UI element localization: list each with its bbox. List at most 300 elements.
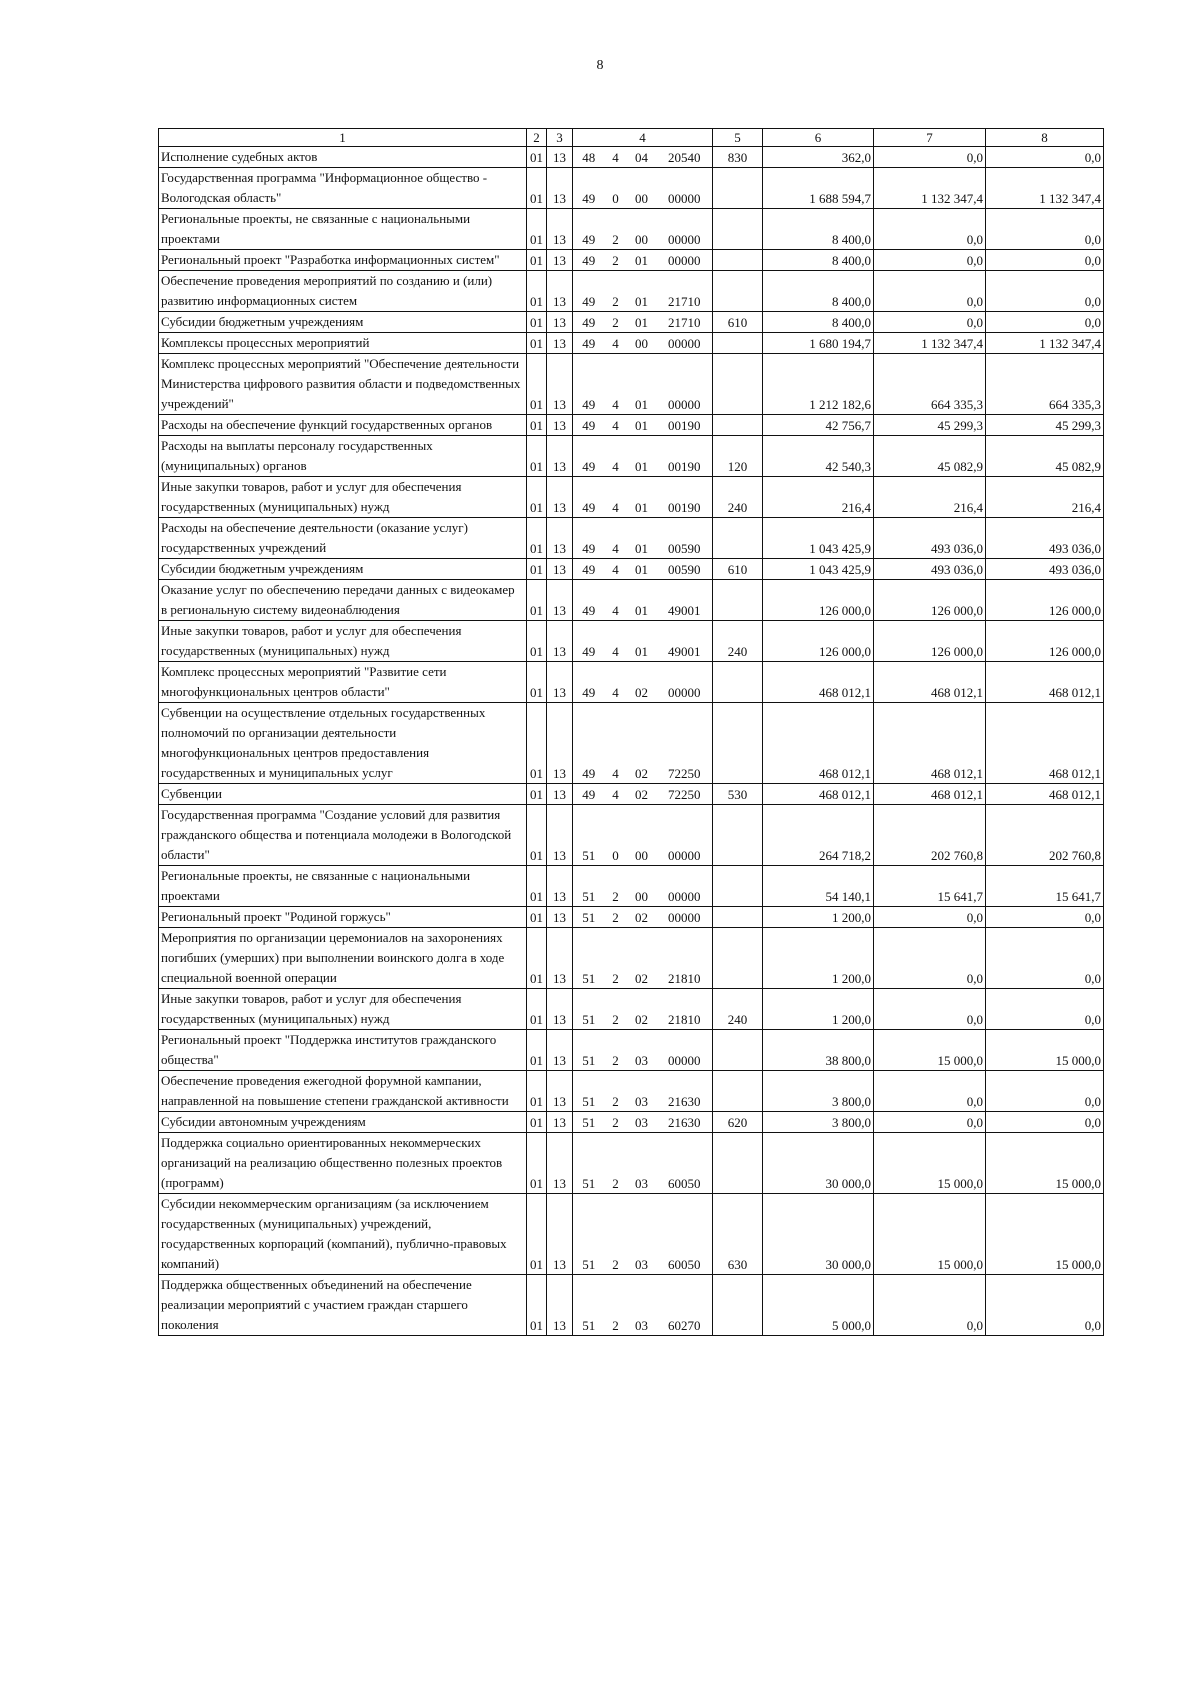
row-col3-cell: 13 <box>547 559 573 580</box>
row-col4c-cell: 01 <box>627 559 657 580</box>
row-col4c-cell: 02 <box>627 662 657 703</box>
table-row <box>159 1030 1104 1071</box>
row-col4d-cell: 21630 <box>657 1071 713 1112</box>
row-col7-cell: 1 132 347,4 <box>874 333 986 354</box>
row-col4d-cell: 00000 <box>657 805 713 866</box>
row-col7-cell: 15 641,7 <box>874 866 986 907</box>
row-col8-cell: 468 012,1 <box>986 662 1104 703</box>
row-col8-cell: 1 132 347,4 <box>986 333 1104 354</box>
row-col6-cell: 264 718,2 <box>763 805 874 866</box>
row-col4b-cell: 4 <box>605 621 627 662</box>
row-col8-cell: 15 000,0 <box>986 1030 1104 1071</box>
row-col4b-cell: 0 <box>605 168 627 209</box>
row-col6-cell: 216,4 <box>763 477 874 518</box>
row-col2-cell: 01 <box>527 1194 547 1275</box>
row-col8-cell: 0,0 <box>986 312 1104 333</box>
table-row <box>159 907 1104 928</box>
row-col6-cell: 126 000,0 <box>763 580 874 621</box>
row-col3-cell: 13 <box>547 805 573 866</box>
row-col7-cell: 15 000,0 <box>874 1133 986 1194</box>
row-col2-cell: 01 <box>527 866 547 907</box>
row-col4a-cell: 51 <box>573 1275 605 1336</box>
row-col7-cell: 216,4 <box>874 477 986 518</box>
row-name-cell: Субсидии автономным учреждениям <box>159 1112 527 1133</box>
row-col3-cell: 13 <box>547 333 573 354</box>
row-col4d-cell: 60050 <box>657 1133 713 1194</box>
header-col-1: 1 <box>159 129 527 147</box>
row-col4d-cell: 00190 <box>657 436 713 477</box>
row-name-cell: Расходы на выплаты персоналу государственных (муниципальных) органов <box>159 436 527 477</box>
row-col4d-cell: 72250 <box>657 703 713 784</box>
row-col8-cell: 468 012,1 <box>986 784 1104 805</box>
row-col3-cell: 13 <box>547 662 573 703</box>
row-col4d-cell: 21810 <box>657 928 713 989</box>
row-col4a-cell: 48 <box>573 147 605 168</box>
row-col4a-cell: 51 <box>573 1071 605 1112</box>
row-col4d-cell: 60050 <box>657 1194 713 1275</box>
row-col8-cell: 664 335,3 <box>986 354 1104 415</box>
row-col8-cell: 45 082,9 <box>986 436 1104 477</box>
row-col2-cell: 01 <box>527 436 547 477</box>
row-col4b-cell: 0 <box>605 805 627 866</box>
row-col5-cell: 610 <box>713 312 763 333</box>
row-col4c-cell: 04 <box>627 147 657 168</box>
row-col3-cell: 13 <box>547 518 573 559</box>
row-col2-cell: 01 <box>527 621 547 662</box>
row-col6-cell: 468 012,1 <box>763 662 874 703</box>
row-col2-cell: 01 <box>527 907 547 928</box>
row-col4d-cell: 21710 <box>657 271 713 312</box>
row-col7-cell: 0,0 <box>874 1275 986 1336</box>
row-col4b-cell: 2 <box>605 907 627 928</box>
row-name-cell: Иные закупки товаров, работ и услуг для обеспечения государственных (муниципальных) нужд <box>159 989 527 1030</box>
row-col4c-cell: 01 <box>627 477 657 518</box>
row-col4a-cell: 49 <box>573 477 605 518</box>
row-col5-cell: 240 <box>713 989 763 1030</box>
row-name-cell: Иные закупки товаров, работ и услуг для обеспечения государственных (муниципальных) нужд <box>159 621 527 662</box>
row-col6-cell: 126 000,0 <box>763 621 874 662</box>
row-col4b-cell: 4 <box>605 662 627 703</box>
row-col5-cell <box>713 928 763 989</box>
row-col4d-cell: 21810 <box>657 989 713 1030</box>
header-col-7: 7 <box>874 129 986 147</box>
row-name-cell: Иные закупки товаров, работ и услуг для обеспечения государственных (муниципальных) нужд <box>159 477 527 518</box>
row-col4c-cell: 00 <box>627 168 657 209</box>
row-name-cell: Субвенции на осуществление отдельных государственных полномочий по организации деятельности многофункциональных центров предоставления государственных и муниципальных услуг <box>159 703 527 784</box>
row-col3-cell: 13 <box>547 989 573 1030</box>
table-row <box>159 147 1104 168</box>
row-col4b-cell: 2 <box>605 1275 627 1336</box>
row-name-cell: Расходы на обеспечение деятельности (оказание услуг) государственных учреждений <box>159 518 527 559</box>
row-col5-cell <box>713 907 763 928</box>
row-col7-cell: 493 036,0 <box>874 559 986 580</box>
row-col4b-cell: 2 <box>605 312 627 333</box>
row-col4c-cell: 02 <box>627 907 657 928</box>
row-col4c-cell: 02 <box>627 989 657 1030</box>
row-col8-cell: 202 760,8 <box>986 805 1104 866</box>
row-col4a-cell: 49 <box>573 559 605 580</box>
table-row <box>159 866 1104 907</box>
table-row <box>159 436 1104 477</box>
row-col4a-cell: 49 <box>573 518 605 559</box>
row-col8-cell: 0,0 <box>986 928 1104 989</box>
header-col-2: 2 <box>527 129 547 147</box>
row-col7-cell: 0,0 <box>874 928 986 989</box>
row-col6-cell: 3 800,0 <box>763 1071 874 1112</box>
row-col3-cell: 13 <box>547 784 573 805</box>
row-col2-cell: 01 <box>527 784 547 805</box>
row-col4c-cell: 01 <box>627 580 657 621</box>
row-col8-cell: 15 000,0 <box>986 1194 1104 1275</box>
row-col4b-cell: 4 <box>605 436 627 477</box>
row-col3-cell: 13 <box>547 1133 573 1194</box>
row-col4d-cell: 00590 <box>657 559 713 580</box>
row-col6-cell: 30 000,0 <box>763 1133 874 1194</box>
row-col4a-cell: 49 <box>573 784 605 805</box>
row-col2-cell: 01 <box>527 703 547 784</box>
table-header-row <box>159 129 1104 147</box>
row-col2-cell: 01 <box>527 147 547 168</box>
row-col4c-cell: 03 <box>627 1030 657 1071</box>
row-col4b-cell: 2 <box>605 1194 627 1275</box>
row-col8-cell: 0,0 <box>986 1071 1104 1112</box>
row-col2-cell: 01 <box>527 1275 547 1336</box>
row-col4a-cell: 51 <box>573 1133 605 1194</box>
row-name-cell: Региональный проект "Разработка информационных систем" <box>159 250 527 271</box>
table-row <box>159 559 1104 580</box>
row-col4d-cell: 00000 <box>657 662 713 703</box>
table-row <box>159 928 1104 989</box>
row-col3-cell: 13 <box>547 250 573 271</box>
row-col5-cell <box>713 415 763 436</box>
row-col4a-cell: 51 <box>573 907 605 928</box>
row-col4b-cell: 2 <box>605 271 627 312</box>
row-name-cell: Государственная программа "Информационное общество - Вологодская область" <box>159 168 527 209</box>
row-col3-cell: 13 <box>547 1194 573 1275</box>
table-row <box>159 250 1104 271</box>
row-col7-cell: 1 132 347,4 <box>874 168 986 209</box>
row-col4b-cell: 4 <box>605 559 627 580</box>
row-col4c-cell: 01 <box>627 518 657 559</box>
row-col6-cell: 30 000,0 <box>763 1194 874 1275</box>
row-col4b-cell: 4 <box>605 703 627 784</box>
row-col4a-cell: 51 <box>573 1112 605 1133</box>
row-name-cell: Комплексы процессных мероприятий <box>159 333 527 354</box>
row-col4b-cell: 4 <box>605 784 627 805</box>
row-col3-cell: 13 <box>547 621 573 662</box>
row-name-cell: Региональный проект "Поддержка институтов гражданского общества" <box>159 1030 527 1071</box>
row-col4c-cell: 01 <box>627 312 657 333</box>
row-col5-cell: 620 <box>713 1112 763 1133</box>
row-col5-cell <box>713 1071 763 1112</box>
row-col7-cell: 0,0 <box>874 209 986 250</box>
row-col7-cell: 0,0 <box>874 147 986 168</box>
row-col5-cell <box>713 354 763 415</box>
row-name-cell: Обеспечение проведения мероприятий по созданию и (или) развитию информационных систем <box>159 271 527 312</box>
table-row <box>159 989 1104 1030</box>
row-name-cell: Обеспечение проведения ежегодной форумной кампании, направленной на повышение степени гражданской активности <box>159 1071 527 1112</box>
row-col4c-cell: 02 <box>627 703 657 784</box>
row-col3-cell: 13 <box>547 271 573 312</box>
row-name-cell: Региональные проекты, не связанные с национальными проектами <box>159 866 527 907</box>
row-col5-cell: 240 <box>713 621 763 662</box>
table-row <box>159 1133 1104 1194</box>
table-row <box>159 518 1104 559</box>
row-col2-cell: 01 <box>527 209 547 250</box>
row-col3-cell: 13 <box>547 147 573 168</box>
row-col5-cell <box>713 703 763 784</box>
row-col7-cell: 45 082,9 <box>874 436 986 477</box>
table-body <box>159 147 1104 1336</box>
row-col8-cell: 45 299,3 <box>986 415 1104 436</box>
row-col4a-cell: 49 <box>573 312 605 333</box>
table-row <box>159 703 1104 784</box>
row-col2-cell: 01 <box>527 250 547 271</box>
row-col4b-cell: 2 <box>605 209 627 250</box>
row-col4d-cell: 21710 <box>657 312 713 333</box>
row-col5-cell: 630 <box>713 1194 763 1275</box>
row-col6-cell: 42 540,3 <box>763 436 874 477</box>
row-col5-cell: 610 <box>713 559 763 580</box>
row-col2-cell: 01 <box>527 805 547 866</box>
row-col3-cell: 13 <box>547 703 573 784</box>
row-col4b-cell: 4 <box>605 333 627 354</box>
row-col4a-cell: 51 <box>573 866 605 907</box>
row-col4d-cell: 21630 <box>657 1112 713 1133</box>
row-col4b-cell: 2 <box>605 928 627 989</box>
row-col4d-cell: 49001 <box>657 621 713 662</box>
row-col4d-cell: 72250 <box>657 784 713 805</box>
row-col6-cell: 468 012,1 <box>763 703 874 784</box>
row-col4a-cell: 51 <box>573 928 605 989</box>
row-col6-cell: 8 400,0 <box>763 209 874 250</box>
row-col5-cell <box>713 209 763 250</box>
row-col5-cell <box>713 1275 763 1336</box>
row-col4b-cell: 4 <box>605 415 627 436</box>
row-col8-cell: 0,0 <box>986 1112 1104 1133</box>
row-col2-cell: 01 <box>527 271 547 312</box>
row-col5-cell: 240 <box>713 477 763 518</box>
row-col6-cell: 5 000,0 <box>763 1275 874 1336</box>
row-col4c-cell: 00 <box>627 805 657 866</box>
row-col6-cell: 42 756,7 <box>763 415 874 436</box>
row-col3-cell: 13 <box>547 928 573 989</box>
row-col8-cell: 0,0 <box>986 1275 1104 1336</box>
row-col4c-cell: 03 <box>627 1194 657 1275</box>
row-col5-cell <box>713 518 763 559</box>
row-col7-cell: 0,0 <box>874 250 986 271</box>
row-col4c-cell: 01 <box>627 436 657 477</box>
row-col4c-cell: 01 <box>627 621 657 662</box>
row-col4c-cell: 02 <box>627 784 657 805</box>
row-col3-cell: 13 <box>547 209 573 250</box>
header-col-3: 3 <box>547 129 573 147</box>
row-col2-cell: 01 <box>527 1030 547 1071</box>
row-col4b-cell: 2 <box>605 1071 627 1112</box>
row-col7-cell: 15 000,0 <box>874 1030 986 1071</box>
row-col4c-cell: 01 <box>627 271 657 312</box>
row-col7-cell: 664 335,3 <box>874 354 986 415</box>
row-name-cell: Поддержка социально ориентированных некоммерческих организаций на реализацию общественно полезных проектов (программ) <box>159 1133 527 1194</box>
row-col4b-cell: 2 <box>605 1133 627 1194</box>
row-col2-cell: 01 <box>527 559 547 580</box>
row-col3-cell: 13 <box>547 907 573 928</box>
row-col4a-cell: 49 <box>573 354 605 415</box>
row-col7-cell: 202 760,8 <box>874 805 986 866</box>
row-col4c-cell: 01 <box>627 250 657 271</box>
row-col3-cell: 13 <box>547 1112 573 1133</box>
row-col7-cell: 0,0 <box>874 989 986 1030</box>
row-col4d-cell: 00000 <box>657 354 713 415</box>
row-col2-cell: 01 <box>527 580 547 621</box>
row-col2-cell: 01 <box>527 1071 547 1112</box>
row-col4b-cell: 4 <box>605 477 627 518</box>
row-col4b-cell: 4 <box>605 354 627 415</box>
table-row <box>159 805 1104 866</box>
row-col6-cell: 8 400,0 <box>763 312 874 333</box>
row-name-cell: Субсидии бюджетным учреждениям <box>159 312 527 333</box>
page-number: 8 <box>596 58 604 73</box>
row-col6-cell: 1 200,0 <box>763 989 874 1030</box>
row-col6-cell: 468 012,1 <box>763 784 874 805</box>
row-col2-cell: 01 <box>527 333 547 354</box>
row-col7-cell: 493 036,0 <box>874 518 986 559</box>
row-name-cell: Региональный проект "Родиной горжусь" <box>159 907 527 928</box>
row-col5-cell: 830 <box>713 147 763 168</box>
row-col5-cell <box>713 271 763 312</box>
row-col3-cell: 13 <box>547 866 573 907</box>
row-col6-cell: 8 400,0 <box>763 271 874 312</box>
row-col2-cell: 01 <box>527 415 547 436</box>
row-col4c-cell: 01 <box>627 415 657 436</box>
row-col2-cell: 01 <box>527 477 547 518</box>
row-col5-cell <box>713 1133 763 1194</box>
row-col4d-cell: 00000 <box>657 866 713 907</box>
row-name-cell: Мероприятия по организации церемониалов на захоронениях погибших (умерших) при выполнении воинского долга в ходе специальной военной операции <box>159 928 527 989</box>
row-col6-cell: 1 680 194,7 <box>763 333 874 354</box>
row-col4d-cell: 00000 <box>657 209 713 250</box>
row-col4a-cell: 49 <box>573 621 605 662</box>
row-col4d-cell: 00000 <box>657 907 713 928</box>
row-col4a-cell: 49 <box>573 580 605 621</box>
row-col5-cell <box>713 805 763 866</box>
row-col7-cell: 126 000,0 <box>874 621 986 662</box>
row-col4d-cell: 20540 <box>657 147 713 168</box>
row-col8-cell: 126 000,0 <box>986 580 1104 621</box>
row-col4d-cell: 00000 <box>657 333 713 354</box>
row-col2-cell: 01 <box>527 354 547 415</box>
row-col4c-cell: 02 <box>627 928 657 989</box>
row-col6-cell: 1 212 182,6 <box>763 354 874 415</box>
row-col8-cell: 0,0 <box>986 209 1104 250</box>
table-row <box>159 209 1104 250</box>
table-row <box>159 784 1104 805</box>
row-col4a-cell: 49 <box>573 703 605 784</box>
table-row <box>159 333 1104 354</box>
row-col7-cell: 468 012,1 <box>874 703 986 784</box>
row-col4a-cell: 51 <box>573 989 605 1030</box>
row-col6-cell: 1 043 425,9 <box>763 518 874 559</box>
row-name-cell: Субсидии бюджетным учреждениям <box>159 559 527 580</box>
row-col4b-cell: 2 <box>605 250 627 271</box>
row-name-cell: Региональные проекты, не связанные с национальными проектами <box>159 209 527 250</box>
table-row <box>159 1275 1104 1336</box>
row-col6-cell: 1 043 425,9 <box>763 559 874 580</box>
row-col4d-cell: 00190 <box>657 415 713 436</box>
row-name-cell: Оказание услуг по обеспечению передачи данных с видеокамер в региональную систему видеонаблюдения <box>159 580 527 621</box>
header-col-8: 8 <box>986 129 1104 147</box>
row-col4b-cell: 4 <box>605 518 627 559</box>
row-col2-cell: 01 <box>527 662 547 703</box>
table-row <box>159 415 1104 436</box>
row-col4a-cell: 49 <box>573 250 605 271</box>
row-col8-cell: 126 000,0 <box>986 621 1104 662</box>
row-col6-cell: 3 800,0 <box>763 1112 874 1133</box>
row-col2-cell: 01 <box>527 168 547 209</box>
row-col4a-cell: 49 <box>573 333 605 354</box>
row-col2-cell: 01 <box>527 1133 547 1194</box>
row-col4a-cell: 49 <box>573 168 605 209</box>
row-col8-cell: 0,0 <box>986 147 1104 168</box>
row-col2-cell: 01 <box>527 312 547 333</box>
row-col4c-cell: 01 <box>627 354 657 415</box>
row-col4a-cell: 49 <box>573 436 605 477</box>
header-col-4: 4 <box>573 129 713 147</box>
table-row <box>159 1194 1104 1275</box>
row-col6-cell: 54 140,1 <box>763 866 874 907</box>
row-col7-cell: 15 000,0 <box>874 1194 986 1275</box>
row-col4b-cell: 4 <box>605 580 627 621</box>
row-name-cell: Государственная программа "Создание условий для развития гражданского общества и потенциала молодежи в Вологодской области" <box>159 805 527 866</box>
row-col5-cell: 120 <box>713 436 763 477</box>
row-col7-cell: 126 000,0 <box>874 580 986 621</box>
row-col3-cell: 13 <box>547 415 573 436</box>
row-col8-cell: 216,4 <box>986 477 1104 518</box>
row-col4d-cell: 00190 <box>657 477 713 518</box>
row-col8-cell: 0,0 <box>986 271 1104 312</box>
table-row <box>159 168 1104 209</box>
row-col4d-cell: 00000 <box>657 1030 713 1071</box>
row-col8-cell: 493 036,0 <box>986 559 1104 580</box>
row-col3-cell: 13 <box>547 436 573 477</box>
row-col2-cell: 01 <box>527 518 547 559</box>
row-col3-cell: 13 <box>547 312 573 333</box>
row-col4c-cell: 03 <box>627 1112 657 1133</box>
row-col5-cell <box>713 168 763 209</box>
row-col4c-cell: 03 <box>627 1071 657 1112</box>
row-col2-cell: 01 <box>527 928 547 989</box>
row-col4a-cell: 49 <box>573 209 605 250</box>
row-col4a-cell: 51 <box>573 805 605 866</box>
row-name-cell: Комплекс процессных мероприятий "Обеспечение деятельности Министерства цифрового развития области и подведомственных учреждений" <box>159 354 527 415</box>
row-col8-cell: 0,0 <box>986 989 1104 1030</box>
row-col4c-cell: 00 <box>627 333 657 354</box>
table-row <box>159 662 1104 703</box>
row-col4c-cell: 00 <box>627 866 657 907</box>
row-col7-cell: 0,0 <box>874 312 986 333</box>
row-col5-cell <box>713 580 763 621</box>
header-col-6: 6 <box>763 129 874 147</box>
row-col6-cell: 38 800,0 <box>763 1030 874 1071</box>
row-col4d-cell: 00000 <box>657 250 713 271</box>
row-col5-cell <box>713 250 763 271</box>
row-col4d-cell: 49001 <box>657 580 713 621</box>
row-col5-cell <box>713 1030 763 1071</box>
row-col7-cell: 0,0 <box>874 907 986 928</box>
row-name-cell: Субвенции <box>159 784 527 805</box>
row-col6-cell: 1 200,0 <box>763 907 874 928</box>
row-col8-cell: 15 000,0 <box>986 1133 1104 1194</box>
